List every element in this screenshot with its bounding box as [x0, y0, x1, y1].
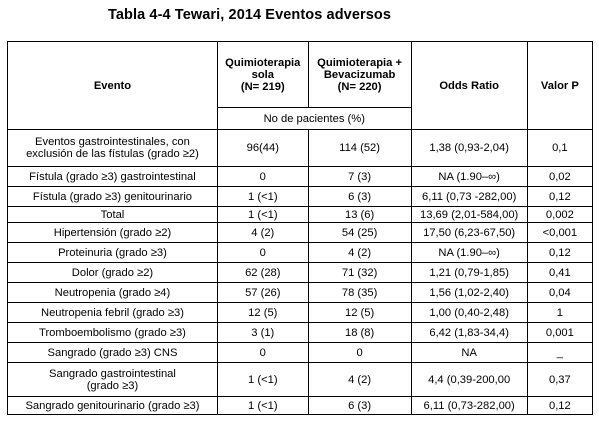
evento-line2: exclusión de las fístulas (grado ≥2) [26, 148, 199, 160]
cell-quimioterapia-bevacizumab: 114 (52) [308, 130, 411, 167]
cell-quimioterapia-sola: 1 (<1) [217, 363, 308, 397]
cell-odds-ratio: 6,42 (1,83-34,4) [411, 323, 527, 343]
cell-evento [8, 223, 218, 243]
cell-odds-ratio: 6,11 (0,73-282,00) [411, 397, 527, 415]
cell-quimioterapia-sola: 1 (<1) [217, 187, 308, 207]
evento-line2: (grado ≥3) [86, 379, 139, 392]
evento-line1: Sangrado genitourinario (grado ≥3) [25, 399, 200, 412]
evento-line1: Sangrado gastrointestinal [49, 367, 176, 380]
table-row [8, 343, 593, 363]
table-row [8, 130, 593, 167]
cell-valor-p: 0,1 [527, 130, 592, 167]
cell-quimioterapia-sola: 1 (<1) [217, 207, 308, 223]
cell-valor-p: 0,001 [527, 323, 592, 343]
cell-quimioterapia-bevacizumab: 7 (3) [308, 167, 411, 187]
evento-line1: Hipertensión (grado ≥2) [53, 226, 172, 239]
header-quimio-line3: (N= 219) [240, 80, 285, 93]
cell-quimioterapia-sola: 57 (26) [217, 283, 308, 303]
cell-evento [8, 130, 218, 167]
evento-line1: Sangrado (grado ≥3) CNS [47, 346, 178, 359]
cell-quimioterapia-bevacizumab: 6 (3) [308, 187, 411, 207]
table-row [8, 223, 593, 243]
header-quimio-line1: Quimioterapia [225, 56, 301, 69]
cell-evento [8, 187, 218, 207]
cell-valor-p: <0,001 [527, 223, 592, 243]
cell-odds-ratio: 4,4 (0,39-200,00 [411, 363, 527, 397]
cell-quimioterapia-sola: 96(44) [217, 130, 308, 167]
cell-quimioterapia-sola: 0 [217, 343, 308, 363]
cell-quimioterapia-bevacizumab: 71 (32) [308, 263, 411, 283]
cell-evento [8, 303, 218, 323]
cell-evento [8, 283, 218, 303]
cell-quimioterapia-bevacizumab: 0 [308, 343, 411, 363]
header-valor-p: Valor P [527, 42, 592, 130]
cell-odds-ratio: 6,11 (0,73 -282,00) [411, 187, 527, 207]
cell-odds-ratio: 1,00 (0,40-2,48) [411, 303, 527, 323]
cell-odds-ratio: NA [411, 343, 527, 363]
cell-quimioterapia-bevacizumab: 6 (3) [308, 397, 411, 415]
cell-valor-p: 0,04 [527, 283, 592, 303]
table-row [8, 263, 593, 283]
cell-evento [8, 167, 218, 187]
cell-odds-ratio: 1,56 (1,02-2,40) [411, 283, 527, 303]
header-quimiobev-line3: (N= 220) [337, 80, 382, 93]
evento-line1: Neutropenia (grado ≥4) [54, 286, 171, 299]
header-quimiobev-line2: Bevacizumab [323, 68, 396, 81]
table-row [8, 187, 593, 207]
cell-valor-p: 0,41 [527, 263, 592, 283]
cell-odds-ratio: NA (1.90–∞) [411, 167, 527, 187]
header-odds-ratio: Odds Ratio [411, 42, 527, 130]
evento-line1: Total [100, 208, 125, 221]
cell-valor-p: 1 [527, 303, 592, 323]
table-body [8, 130, 593, 415]
cell-quimioterapia-bevacizumab: 78 (35) [308, 283, 411, 303]
cell-evento [8, 323, 218, 343]
header-evento: Evento [8, 42, 218, 130]
cell-valor-p: 0,002 [527, 207, 592, 223]
cell-valor-p: 0,12 [527, 243, 592, 263]
subheader-no-pacientes: No de pacientes (%) [217, 108, 411, 130]
cell-valor-p: 0,37 [527, 363, 592, 397]
cell-quimioterapia-sola: 4 (2) [217, 223, 308, 243]
cell-evento [8, 343, 218, 363]
evento-line1: Eventos gastrointestinales, con [35, 136, 190, 148]
table-row [8, 243, 593, 263]
header-quimioterapia-sola [217, 42, 308, 108]
adverse-events-table [7, 41, 593, 415]
cell-quimioterapia-bevacizumab: 4 (2) [308, 243, 411, 263]
table-row [8, 283, 593, 303]
cell-evento [8, 263, 218, 283]
table-row [8, 167, 593, 187]
evento-line1: Neutropenia febril (grado ≥3) [40, 306, 184, 319]
evento-line1: Fístula (grado ≥3) genitourinario [32, 190, 193, 203]
cell-valor-p: _ [527, 343, 592, 363]
cell-odds-ratio: NA (1.90–∞) [411, 243, 527, 263]
cell-evento [8, 363, 218, 397]
header-row [8, 42, 593, 108]
cell-quimioterapia-sola: 62 (28) [217, 263, 308, 283]
cell-quimioterapia-bevacizumab: 12 (5) [308, 303, 411, 323]
evento-line1: Dolor (grado ≥2) [71, 266, 154, 279]
table-row [8, 323, 593, 343]
header-quimiobev-line1: Quimioterapia + [317, 56, 403, 69]
cell-quimioterapia-sola: 3 (1) [217, 323, 308, 343]
cell-quimioterapia-bevacizumab: 18 (8) [308, 323, 411, 343]
table-row [8, 303, 593, 323]
cell-quimioterapia-sola: 1 (<1) [217, 397, 308, 415]
table-row [8, 397, 593, 415]
cell-quimioterapia-sola: 0 [217, 243, 308, 263]
cell-evento [8, 207, 218, 223]
cell-odds-ratio: 13,69 (2,01-584,00) [411, 207, 527, 223]
cell-valor-p: 0,12 [527, 397, 592, 415]
table-row [8, 363, 593, 397]
cell-quimioterapia-bevacizumab: 13 (6) [308, 207, 411, 223]
cell-valor-p: 0,02 [527, 167, 592, 187]
cell-evento [8, 397, 218, 415]
header-quimio-line2: sola [251, 68, 274, 81]
cell-quimioterapia-bevacizumab: 4 (2) [308, 363, 411, 397]
table-row [8, 207, 593, 223]
evento-line1: Fístula (grado ≥3) gastrointestinal [29, 170, 196, 183]
cell-odds-ratio: 17,50 (6,23-67,50) [411, 223, 527, 243]
header-quimioterapia-bevacizumab [308, 42, 411, 108]
cell-quimioterapia-sola: 0 [217, 167, 308, 187]
table-title: Tabla 4-4 Tewari, 2014 Eventos adversos [108, 7, 392, 23]
cell-quimioterapia-bevacizumab: 54 (25) [308, 223, 411, 243]
cell-evento [8, 243, 218, 263]
evento-line1: Proteinuria (grado ≥3) [58, 246, 167, 259]
cell-odds-ratio: 1,38 (0,93-2,04) [411, 130, 527, 167]
cell-odds-ratio: 1,21 (0,79-1,85) [411, 263, 527, 283]
cell-valor-p: 0,12 [527, 187, 592, 207]
cell-quimioterapia-sola: 12 (5) [217, 303, 308, 323]
evento-line1: Tromboembolismo (grado ≥3) [39, 326, 186, 339]
